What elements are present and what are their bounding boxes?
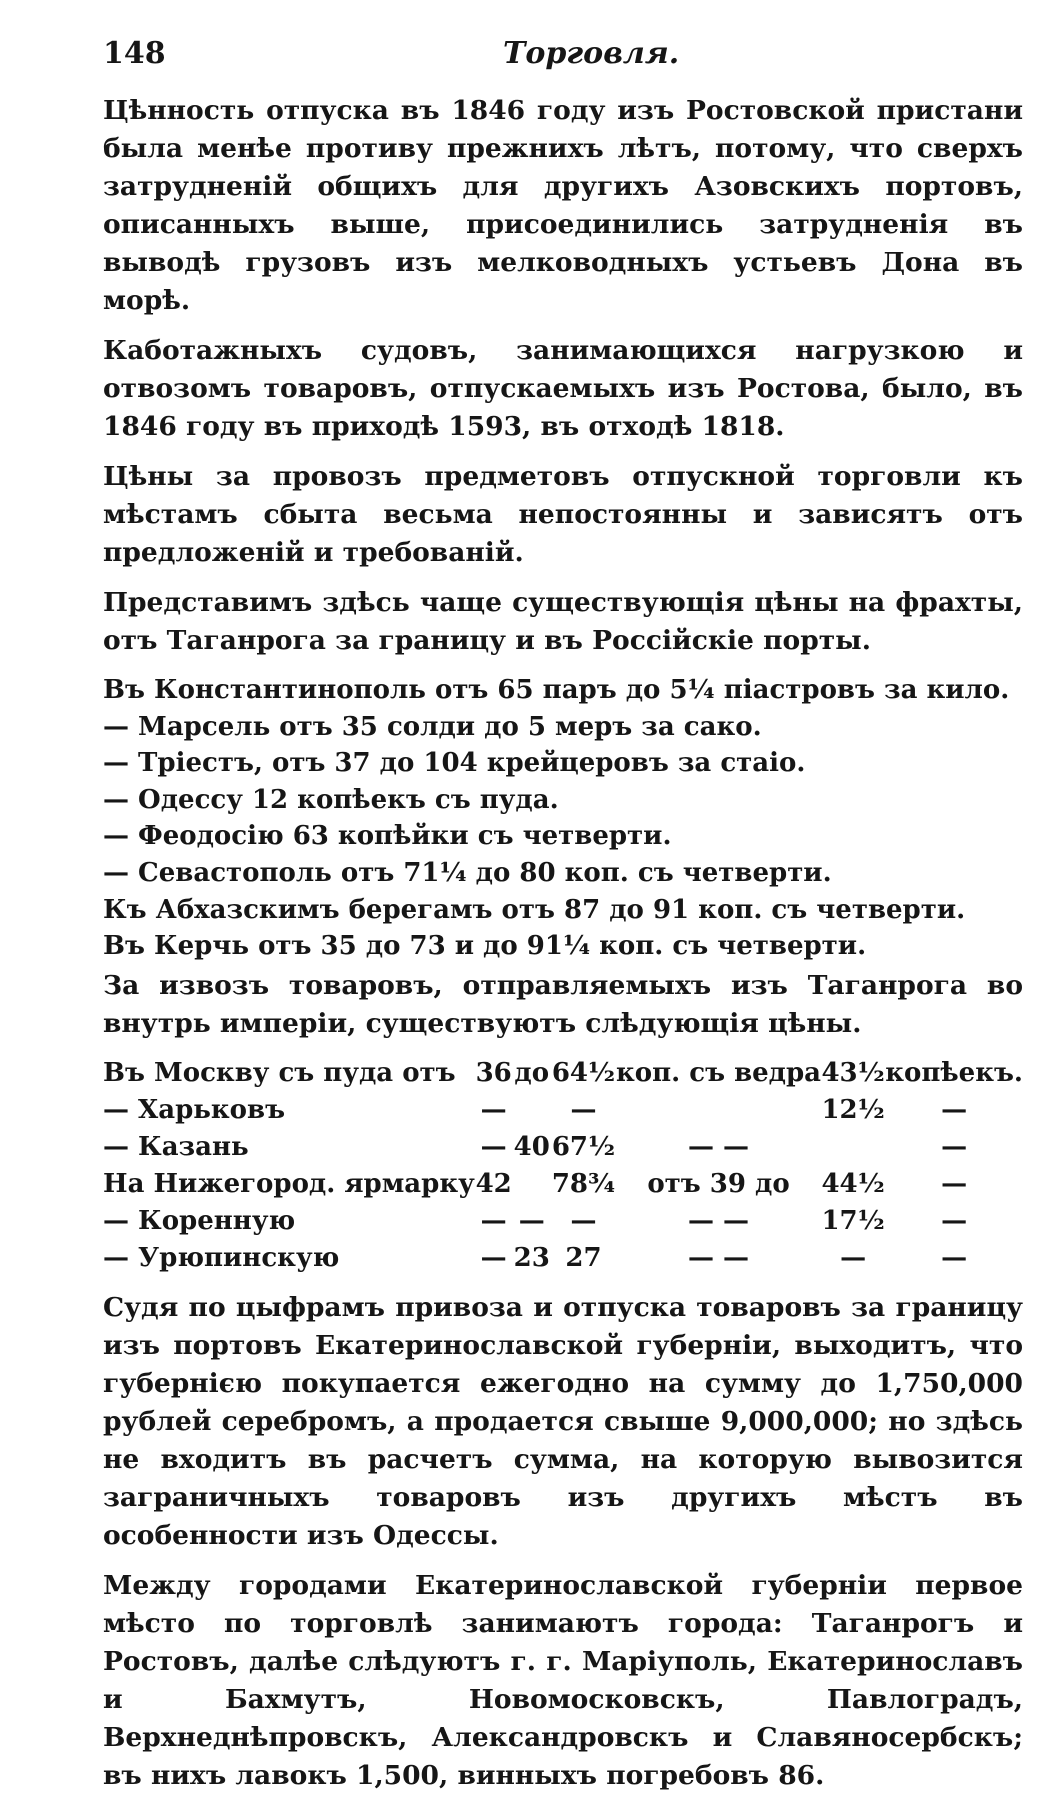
table-cell: 12½ bbox=[821, 1094, 885, 1125]
table-cell: 36 bbox=[475, 1057, 512, 1088]
table-cell: — bbox=[570, 1205, 597, 1236]
freight-rate-line: — Севастополь отъ 71¼ до 80 коп. съ четверти. bbox=[103, 857, 832, 888]
table-cell: — Урюпинскую bbox=[103, 1242, 340, 1273]
table-cell: — bbox=[941, 1242, 968, 1273]
transport-rates-table bbox=[103, 1055, 1023, 1277]
table-cell: 40 bbox=[513, 1131, 550, 1162]
table-cell: — bbox=[480, 1131, 507, 1162]
table-cell: — Харьковъ bbox=[103, 1094, 286, 1125]
page-number: 148 bbox=[103, 36, 166, 71]
table-cell: 67½ bbox=[551, 1131, 616, 1162]
table-row bbox=[103, 1055, 1023, 1092]
table-row bbox=[103, 1240, 1023, 1277]
table-cell: — bbox=[840, 1242, 867, 1273]
table-cell: — Коренную bbox=[103, 1205, 296, 1236]
table-cell: 17½ bbox=[821, 1205, 885, 1236]
table-row bbox=[103, 1166, 1023, 1203]
running-title: Торговля. bbox=[503, 36, 680, 71]
table-cell: — bbox=[480, 1094, 507, 1125]
table-cell: 23 bbox=[513, 1242, 550, 1273]
table-cell: — bbox=[518, 1205, 545, 1236]
paragraph-transport-intro: За извозъ товаровъ, отправляемыхъ изъ Таганрога во внутрь имперіи, существуютъ слѣдующія цѣны. bbox=[103, 969, 1023, 1039]
paragraph-coastal-vessels: Каботажныхъ судовъ, занимающихся нагрузкою и отвозомъ товаровъ, отпускаемыхъ изъ Ростова, было, въ 1846 году въ приходѣ 1593, въ отходѣ 1818. bbox=[103, 335, 1023, 442]
table-cell: На Нижегород. ярмарку bbox=[103, 1168, 475, 1199]
freight-rate-line: — Марсель отъ 35 солди до 5 меръ за сако. bbox=[103, 711, 762, 742]
table-row bbox=[103, 1129, 1023, 1166]
table-cell: — — bbox=[687, 1205, 750, 1236]
freight-rate-line: — Феодосію 63 копѣйки съ четверти. bbox=[103, 821, 672, 852]
table-cell: 27 bbox=[565, 1242, 602, 1273]
paragraph-trade-balance: Судя по цыфрамъ привоза и отпуска товаровъ за границу изъ портовъ Екатеринославской губерніи, выходитъ, что губернією покупается ежегодно на сумму до 1,750,000 рублей серебромъ, а продается свыше 9,000,000; но здѣсь не входитъ въ расчетъ сумма, на которую вывозится заграничныхъ товаровъ изъ другихъ мѣстъ въ особенности изъ Одессы. bbox=[103, 1291, 1023, 1551]
page-body bbox=[103, 92, 1023, 1807]
freight-rate-line: — Одессу 12 копѣекъ съ пуда. bbox=[103, 784, 559, 815]
table-cell bbox=[513, 1166, 551, 1203]
table-cell: 64½ bbox=[551, 1057, 616, 1088]
table-cell: — — bbox=[687, 1242, 750, 1273]
table-cell: копѣекъ. bbox=[885, 1057, 1023, 1088]
freight-rate-line: — Тріестъ, отъ 37 до 104 крейцеровъ за стаіо. bbox=[103, 748, 806, 779]
table-cell: — bbox=[941, 1094, 968, 1125]
table-row bbox=[103, 1203, 1023, 1240]
table-cell bbox=[513, 1092, 551, 1129]
table-cell: отъ 39 до bbox=[647, 1168, 790, 1199]
table-cell: — bbox=[941, 1168, 968, 1199]
table-cell: — — bbox=[687, 1131, 750, 1162]
table-cell: — bbox=[941, 1131, 968, 1162]
freight-rate-line: Въ Керчь отъ 35 до 73 и до 91¼ коп. съ четверти. bbox=[103, 931, 867, 962]
freight-rate-line: Къ Абхазскимъ берегамъ отъ 87 до 91 коп. съ четверти. bbox=[103, 894, 966, 925]
table-cell: 43½ bbox=[821, 1057, 885, 1088]
table-cell: 78¾ bbox=[551, 1168, 616, 1199]
table-cell: — bbox=[480, 1205, 507, 1236]
paragraph-trading-towns: Между городами Екатеринославской губерніи первое мѣсто по торговлѣ занимаютъ города: Таганрогъ и Ростовъ, далѣе слѣдуютъ г. г. Маріуполь, Екатеринославъ и Бахмутъ, Новомосковскъ, Павлоградъ, Верхнеднѣпровскъ, Александровскъ и Славяносербскъ; въ нихъ лавокъ 1,500, винныхъ погребовъ 86. bbox=[103, 1569, 1023, 1791]
table-cell: Въ Москву съ пуда отъ bbox=[103, 1057, 456, 1088]
table-cell bbox=[821, 1129, 885, 1166]
table-cell: до bbox=[514, 1057, 550, 1088]
table-cell: — bbox=[941, 1205, 968, 1236]
table-cell: — Казань bbox=[103, 1131, 249, 1162]
table-cell: 42 bbox=[475, 1168, 512, 1199]
paragraph-rostov-export: Цѣнность отпуска въ 1846 году изъ Ростовской пристани была менѣе противу прежнихъ лѣтъ, потому, что сверхъ затрудненій общихъ для другихъ Азовскихъ портовъ, описанныхъ выше, присоединились затрудненія въ выводѣ грузовъ изъ мелководныхъ устьевъ Дона въ морѣ. bbox=[103, 95, 1023, 316]
table-row bbox=[103, 1092, 1023, 1129]
table-cell: — bbox=[480, 1242, 507, 1273]
table-cell bbox=[616, 1092, 821, 1129]
freight-rates-list bbox=[103, 672, 1023, 965]
table-cell: — bbox=[570, 1094, 597, 1125]
table-cell: коп. съ ведра bbox=[615, 1057, 822, 1088]
freight-rate-line: Въ Константинополь отъ 65 паръ до 5¼ піастровъ за кило. bbox=[103, 675, 1010, 705]
paragraph-freight-intro: Представимъ здѣсь чаще существующія цѣны на фрахты, отъ Таганрога за границу и въ Россійскіе порты. bbox=[103, 587, 1023, 656]
paragraph-freight-prices: Цѣны за провозъ предметовъ отпускной торговли къ мѣстамъ сбыта весьма непостоянны и зависятъ отъ предложеній и требованій. bbox=[103, 461, 1023, 568]
table-cell: 44½ bbox=[821, 1168, 885, 1199]
